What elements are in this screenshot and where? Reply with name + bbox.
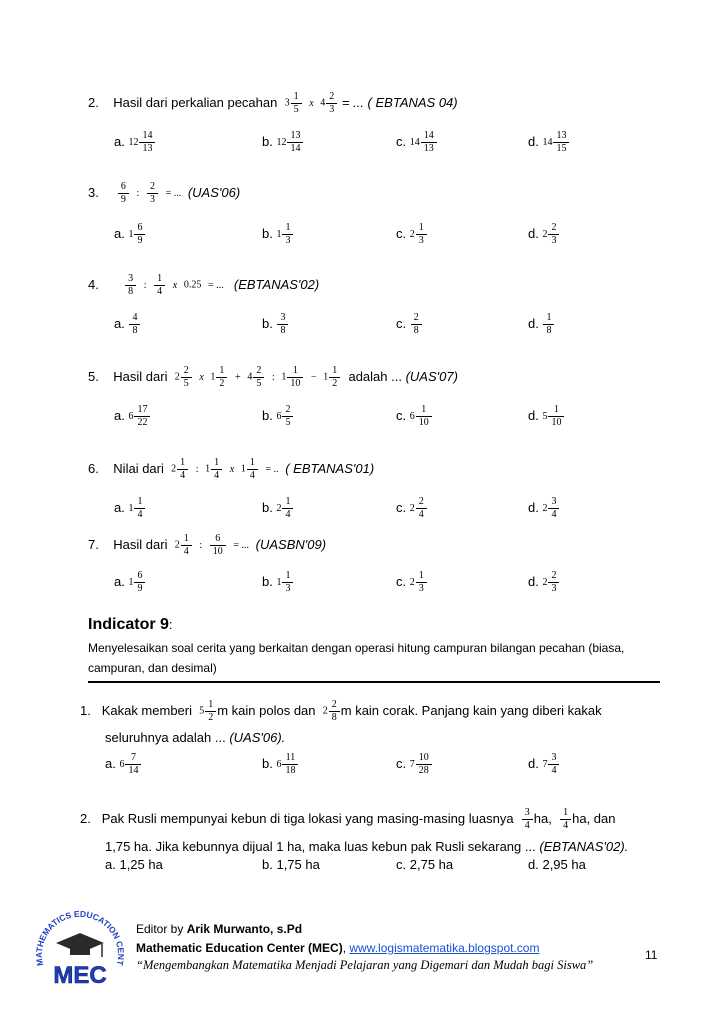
mec-logo-icon xyxy=(30,905,130,990)
p2-option-a[interactable]: a. 1,25 ha xyxy=(105,857,163,872)
question-6: 6. Nilai dari 2 $\frac{1}{4}$ : 1 $\frac{1}{4}$ x 1 $\frac{1}{4}$ = .. ( EBTANAS'01) xyxy=(88,457,375,482)
mec-logo xyxy=(30,905,130,990)
question-2 xyxy=(88,90,458,117)
whole-number: 4 xyxy=(320,97,326,109)
p2-option-b[interactable]: b. 1,75 ha xyxy=(262,857,320,872)
question-number: 7. xyxy=(88,537,99,552)
question-source: (UASBN'09) xyxy=(255,537,327,552)
indicator-title: Indicator 9 xyxy=(88,616,169,633)
story-question-1-line2: seluruhnya adalah ... (UAS'06). xyxy=(105,730,286,745)
question-source: ( EBTANAS'01) xyxy=(285,461,375,476)
section-divider xyxy=(88,681,660,683)
question-source: (UAS'07) xyxy=(405,369,458,384)
org-name: Mathematic Education Center (MEC) xyxy=(136,941,343,955)
q3-option-b[interactable]: b. 1 $\frac{1}{3}$ xyxy=(262,222,294,247)
q7-option-d[interactable]: d. 2 $\frac{2}{3}$ xyxy=(528,570,560,595)
q4-option-c[interactable]: c. $\frac{2}{8}$ xyxy=(396,312,423,337)
q4-option-d[interactable]: d. $\frac{1}{8}$ xyxy=(528,312,555,337)
question-source: (UAS'06) xyxy=(187,185,241,200)
p1-option-c[interactable]: c. 7 $\frac{10}{28}$ xyxy=(396,752,433,777)
question-number: 2. xyxy=(80,811,91,826)
footer-editor: Editor by Arik Murwanto, s.Pd xyxy=(136,922,303,936)
operator: x xyxy=(309,97,314,109)
p2-option-c[interactable]: c. 2,75 ha xyxy=(396,857,454,872)
question-7: 7. Hasil dari 2 $\frac{1}{4}$ : $\frac{6}{10}$ = ... (UASBN'09) xyxy=(88,533,327,558)
footer-org: Mathematic Education Center (MEC), www.logismatematika.blogspot.com xyxy=(136,941,540,955)
question-number: 5. xyxy=(88,369,99,384)
whole-number: 3 xyxy=(284,97,290,109)
indicator-colon: : xyxy=(168,617,173,632)
question-number: 6. xyxy=(88,461,99,476)
q6-option-d[interactable]: d. 2 $\frac{3}{4}$ xyxy=(528,496,560,521)
question-number: 1. xyxy=(80,703,91,718)
fraction: $\frac{3}{8}$ xyxy=(125,273,136,298)
q7-option-c[interactable]: c. 2 $\frac{1}{3}$ xyxy=(396,570,428,595)
fraction: $\frac{2}{3}$ xyxy=(147,181,158,206)
story-question-1: 1. Kakak memberi 5 $\frac{1}{2}$ m kain polos dan 2 $\frac{2}{8}$ m kain corak. Panjang kain yang diberi kakak xyxy=(80,699,602,724)
q5-option-c[interactable]: c. 6 $\frac{1}{10}$ xyxy=(396,404,433,429)
q2-option-d[interactable]: d. 14 $\frac{13}{15}$ xyxy=(528,130,570,155)
fraction: $\frac{1}{4}$ xyxy=(154,273,165,298)
q6-option-c[interactable]: c. 2 $\frac{2}{4}$ xyxy=(396,496,428,521)
blog-link[interactable]: www.logismatematika.blogspot.com xyxy=(349,941,540,955)
q3-option-d[interactable]: d. 2 $\frac{2}{3}$ xyxy=(528,222,560,247)
story-question-2: 2. Pak Rusli mempunyai kebun di tiga lokasi yang masing-masing luasnya $\frac{3}{4}$ ha, $\frac{1}{4}$ ha, dan xyxy=(80,807,616,832)
p1-option-a[interactable]: a. 6 $\frac{7}{14}$ xyxy=(105,752,142,777)
question-text: Hasil dari xyxy=(113,537,168,552)
question-number: 4. xyxy=(88,277,99,292)
story-question-2-line2: 1,75 ha. Jika kebunnya dijual 1 ha, maka luas kebun pak Rusli sekarang ... (EBTANAS'02). xyxy=(105,839,629,854)
question-number: 3. xyxy=(88,185,99,200)
question-text: Nilai dari xyxy=(113,461,164,476)
q4-option-a[interactable]: a. $\frac{4}{8}$ xyxy=(114,312,141,337)
q7-option-a[interactable]: a. 1 $\frac{6}{9}$ xyxy=(114,570,146,595)
q5-option-d[interactable]: d. 5 $\frac{1}{10}$ xyxy=(528,404,565,429)
question-number: 2. xyxy=(88,95,99,110)
indicator-description: Menyelesaikan soal cerita yang berkaitan dengan operasi hitung campuran bilangan pecahan (biasa, campuran, dan desimal) xyxy=(88,641,625,675)
q3-option-a[interactable]: a. 1 $\frac{6}{9}$ xyxy=(114,222,146,247)
editor-name: Arik Murwanto, s.Pd xyxy=(186,922,303,936)
q7-option-b[interactable]: b. 1 $\frac{1}{3}$ xyxy=(262,570,294,595)
question-text: Hasil dari xyxy=(113,369,168,384)
question-3: 3. $\frac{6}{9}$ : $\frac{2}{3}$ = ... (UAS'06) xyxy=(88,181,241,206)
page-number: 11 xyxy=(645,948,658,962)
q6-option-b[interactable]: b. 2 $\frac{1}{4}$ xyxy=(262,496,294,521)
p2-option-d[interactable]: d. 2,95 ha xyxy=(528,857,586,872)
question-source: (EBTANAS'02) xyxy=(233,277,320,292)
q2-option-b[interactable]: b. 12 $\frac{13}{14}$ xyxy=(262,130,304,155)
q5-option-a[interactable]: a. 6 $\frac{17}{22}$ xyxy=(114,404,151,429)
q2-option-a[interactable]: a. 12 $\frac{14}{13}$ xyxy=(114,130,156,155)
question-source: (EBTANAS'02). xyxy=(539,839,629,854)
q5-option-b[interactable]: b. 6 $\frac{2}{5}$ xyxy=(262,404,294,429)
p1-option-b[interactable]: b. 6 $\frac{11}{18}$ xyxy=(262,752,299,777)
q6-option-a[interactable]: a. 1 $\frac{1}{4}$ xyxy=(114,496,146,521)
question-4: 4. $\frac{3}{8}$ : $\frac{1}{4}$ x 0.25 = ... (EBTANAS'02) xyxy=(88,273,320,298)
indicator-heading xyxy=(88,616,173,634)
footer-motto: “Mengembangkan Matematika Menjadi Pelajaran yang Digemari dan Mudah bagi Siswa” xyxy=(136,958,594,972)
q2-option-c[interactable]: c. 14 $\frac{14}{13}$ xyxy=(396,130,438,155)
question-source: (UAS'06). xyxy=(229,730,286,745)
question-5: 5. Hasil dari 2 $\frac{2}{5}$ x 1 $\frac{1}{2}$ + 4 $\frac{2}{5}$ : 1 $\frac{1}{10}$ − 1 $\frac{1}{2}$ adalah ... (UAS'07) xyxy=(88,365,458,390)
p1-option-d[interactable]: d. 7 $\frac{3}{4}$ xyxy=(528,752,560,777)
fraction: $\frac{1}{5}$ xyxy=(291,91,302,116)
question-text: Hasil dari perkalian pecahan xyxy=(113,95,278,110)
logo-ring-text: MATHEMATICS EDUCATION CENT xyxy=(33,908,127,967)
fraction: $\frac{2}{3}$ xyxy=(326,91,337,116)
q4-option-b[interactable]: b. $\frac{3}{8}$ xyxy=(262,312,289,337)
fraction: $\frac{6}{9}$ xyxy=(118,181,129,206)
q3-option-c[interactable]: c. 2 $\frac{1}{3}$ xyxy=(396,222,428,247)
logo-text: MEC xyxy=(53,962,107,989)
question-source: = ... ( EBTANAS 04) xyxy=(341,95,458,110)
